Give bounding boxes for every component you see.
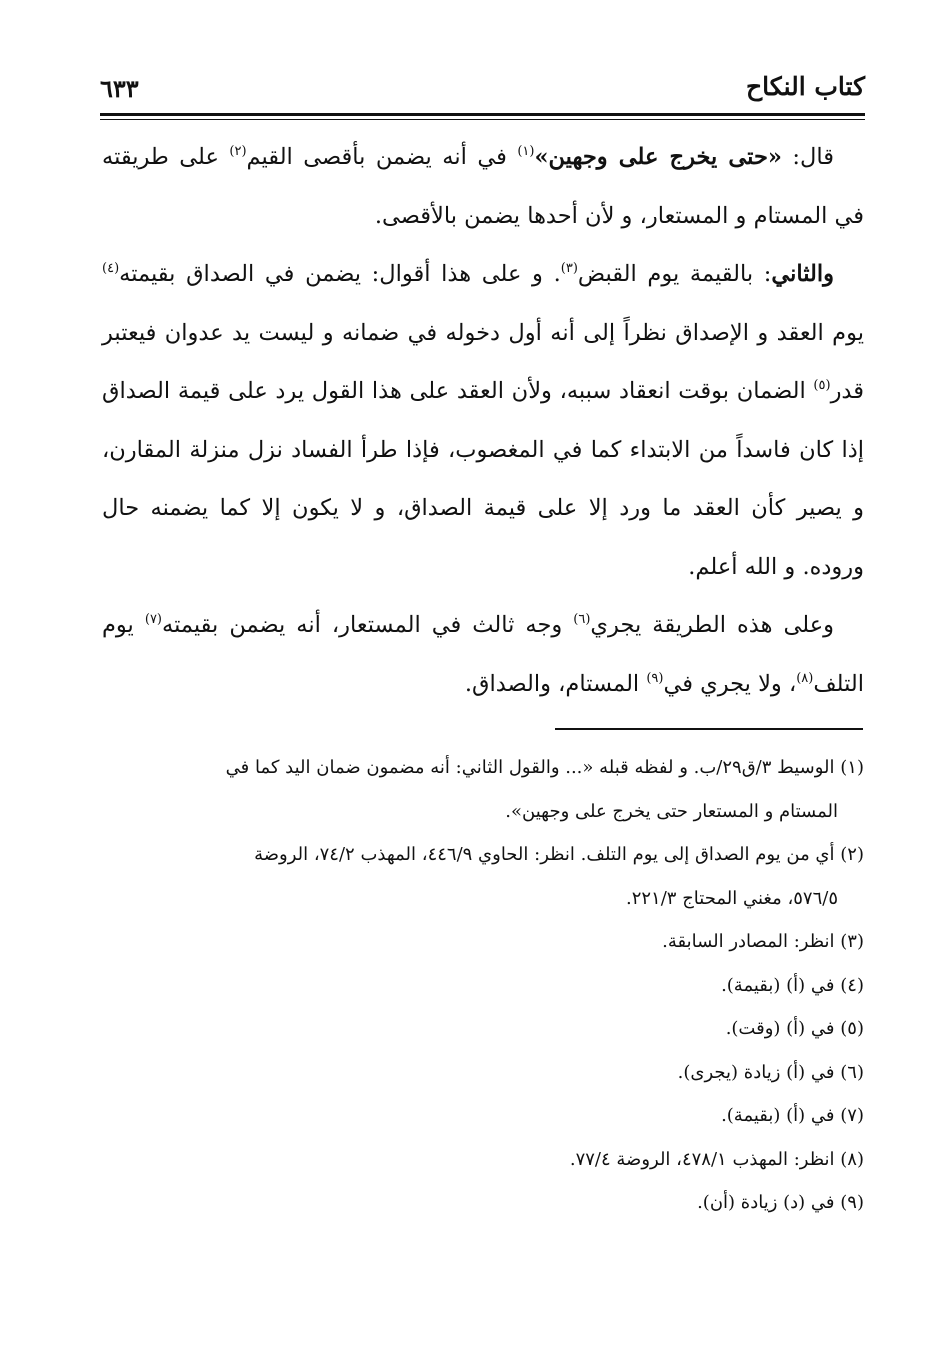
footnote-divider bbox=[555, 728, 863, 730]
footnote-ref-3: (٣) bbox=[560, 261, 578, 276]
footnote-text: في (أ) (بقيمة). bbox=[721, 974, 835, 996]
footnote-number: (٢) bbox=[840, 844, 864, 865]
footnote-number: (٨) bbox=[840, 1148, 864, 1170]
footnote-text: في (أ) (وقت). bbox=[725, 1018, 835, 1039]
p2-lead: والثاني bbox=[771, 261, 834, 287]
footnote-text: انظر: المهذب ٤٧٨/١، الروضة ٧٧/٤. bbox=[569, 1148, 835, 1170]
footnote-number: (٧) bbox=[840, 1105, 864, 1126]
footnote-ref-2: (٢) bbox=[229, 144, 247, 159]
footnote-number: (٣) bbox=[840, 931, 864, 952]
p3-text-4: ، ولا يجري في bbox=[663, 670, 797, 697]
footnote-8 bbox=[100, 1138, 864, 1182]
footnote-text: أي من يوم الصداق إلى يوم التلف. انظر: الحاوي ٤٤٦/٩، المهذب ٧٤/٢، الروضة bbox=[254, 844, 835, 865]
footnote-5 bbox=[100, 1007, 864, 1051]
footnote-ref-9: (٩) bbox=[646, 670, 664, 686]
p2-text-2: . و على هذا أقوال: يضمن في الصداق بقيمته bbox=[119, 261, 561, 287]
footnote-9 bbox=[100, 1181, 864, 1225]
footnote-ref-6: (٦) bbox=[573, 612, 591, 627]
p3-text-1: وعلى هذه الطريقة يجري bbox=[590, 612, 834, 638]
p3-text-5: المستام، والصداق. bbox=[464, 670, 647, 697]
main-text bbox=[102, 128, 864, 713]
header-rule-thin bbox=[100, 119, 865, 120]
p2-text-4: الضمان بوقت انعقاد سببه، ولأن العقد على هذا القول يرد على قيمة الصداق إذا كان فاسداً من الابتداء كما في المغصوب، فإذا طرأ الفساد نزل منزلة المقارن، و يصير كأن العقد ما ورد إلا على قيمة الصداق، و لا يكون إلا كما يضمنه حال وروده. و الله أعلم. bbox=[102, 378, 864, 580]
footnote-ref-7: (٧) bbox=[144, 612, 162, 627]
running-title: كتاب النكاح bbox=[746, 72, 865, 101]
footnote-1 bbox=[100, 746, 864, 790]
footnote-number: (٦) bbox=[840, 1061, 864, 1083]
p1-text-1: في أنه يضمن بأقصى القيم bbox=[246, 144, 518, 170]
footnote-6 bbox=[100, 1051, 864, 1095]
footnote-ref-4: (٤) bbox=[102, 261, 120, 276]
paragraph-1 bbox=[102, 128, 864, 245]
footnote-text: في (د) زيادة (أن). bbox=[697, 1192, 835, 1213]
page-header bbox=[100, 72, 865, 112]
footnote-ref-5: (٥) bbox=[813, 378, 831, 393]
p1-lead: قال: bbox=[781, 144, 834, 170]
footnote-text: في (أ) زيادة (يجرى). bbox=[677, 1061, 835, 1083]
footnote-2 bbox=[100, 833, 864, 877]
footnote-4 bbox=[100, 964, 864, 1008]
p2-text-3: يوم العقد و الإصداق نظراً إلى أنه أول دخوله في ضمانه و ليست يد عدوان فيعتبر قدر bbox=[102, 319, 864, 404]
footnote-3 bbox=[100, 920, 864, 964]
paragraph-2 bbox=[102, 245, 864, 596]
p3-text-2: وجه ثالث في المستعار، أنه يضمن بقيمته bbox=[162, 612, 574, 638]
footnote-text: انظر: المصادر السابقة. bbox=[662, 931, 835, 952]
footnote-2-continuation: ٥٧٦/٥، مغني المحتاج ٢٢١/٣. bbox=[625, 887, 838, 909]
footnote-text: في (أ) (بقيمة). bbox=[721, 1105, 835, 1126]
footnotes bbox=[100, 746, 864, 1225]
p2-text-1: : بالقيمة يوم القبض bbox=[577, 261, 772, 287]
footnote-ref-8: (٨) bbox=[796, 670, 814, 686]
footnote-ref-1: (١) bbox=[517, 144, 535, 159]
footnote-text: الوسيط ٣/ق٢٩/ب. و لفظه قبله «... والقول الثاني: أنه مضمون ضمان اليد كما في bbox=[225, 757, 835, 778]
footnote-7 bbox=[100, 1094, 864, 1138]
footnote-1-continuation: المستام و المستعار حتى يخرج على وجهين». bbox=[505, 800, 838, 822]
p1-text-2: على طريقته في المستام و المستعار، و لأن أحدها يضمن بالأقصى. bbox=[102, 144, 864, 229]
page-number: ٦٣٣ bbox=[100, 74, 139, 103]
footnote-number: (١) bbox=[840, 757, 864, 778]
p3-text-3: يوم التلف bbox=[102, 612, 864, 697]
footnote-number: (٥) bbox=[840, 1018, 864, 1039]
header-rule-thick bbox=[100, 113, 865, 116]
p1-quote: «حتى يخرج على وجهين» bbox=[534, 144, 782, 170]
paragraph-3 bbox=[102, 596, 864, 713]
footnote-number: (٤) bbox=[840, 974, 864, 996]
footnote-number: (٩) bbox=[840, 1192, 864, 1213]
